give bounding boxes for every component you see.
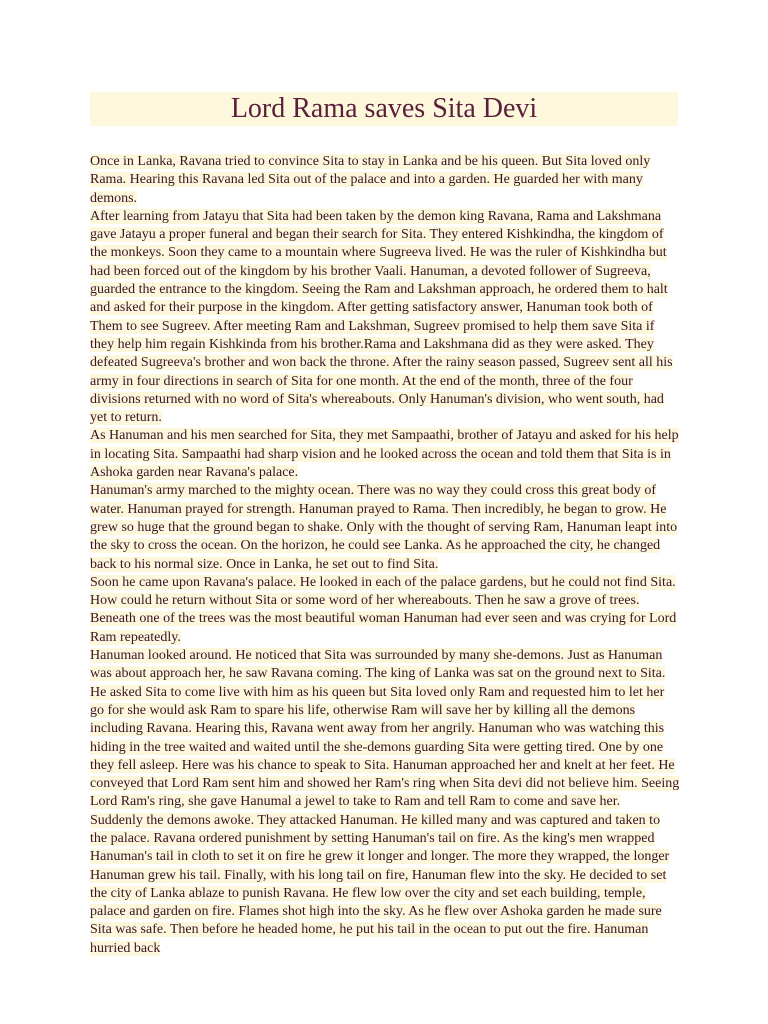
paragraph-text: Once in Lanka, Ravana tried to convince Sita to stay in Lanka and be his queen. But Sita loved only Rama. Hearing this Ravana led Sita out of the palace and into a garden. He guarded her with many demons.: [90, 154, 651, 206]
paragraph: [90, 208, 680, 428]
paragraph-text: Hanuman's army marched to the mighty ocean. There was no way they could cross this great body of water. Hanuman prayed for strength. Hanuman prayed to Rama. Then incredibly, he began to grow. He grew so huge that the ground began to shake. Only with the thought of serving Ram, Hanuman leapt into the sky to cross the ocean. On the horizon, he could see Lanka. As he approached the city, he changed back to his normal size. Once in Lanka, he set out to find Sita.: [90, 483, 678, 572]
paragraph-text: Soon he came upon Ravana's palace. He looked in each of the palace gardens, but he could not find Sita. How could he return without Sita or some word of her whereabouts. Then he saw a grove of trees. Beneath one of the trees was the most beautiful woman Hanuman had ever seen and was crying for Lord Ram repeatedly.: [90, 574, 677, 645]
paragraph: [90, 574, 680, 647]
paragraph-text: Suddenly the demons awoke. They attacked Hanuman. He killed many and was captured and taken to the palace. Ravana ordered punishment by setting Hanuman's tail on fire. As the king's men wrapped Hanuman's tail in cloth to set it on fire he grew it longer and longer. The more they wrapped, the longer Hanuman grew his tail. Finally, with his long tail on fire, Hanuman flew into the sky. He decided to set the city of Lanka ablaze to punish Ravana. He flew low over the city and set each building, temple, palace and garden on fire. Flames shot high into the sky. As he flew over Ashoka garden he made sure Sita was safe. Then before he headed home, he put his tail in the ocean to put out the fire. Hanuman hurried back: [90, 812, 670, 956]
paragraph: [90, 647, 680, 812]
paragraph: [90, 427, 680, 482]
paragraph: [90, 153, 680, 208]
paragraph-text: After learning from Jatayu that Sita had been taken by the demon king Ravana, Rama and Lakshmana gave Jatayu a proper funeral and began their search for Sita. They entered Kishkindha, the kingdom of the monkeys. Soon they came to a mountain where Sugreeva lived. He was the ruler of Kishkindha but had been forced out of the kingdom by his brother Vaali. Hanuman, a devoted follower of Sugreeva, guarded the entrance to the kingdom. Seeing the Ram and Lakshman approach, he ordered them to halt and asked for their purpose in the kingdom. After getting satisfactory answer, Hanuman took both of Them to see Sugreev. After meeting Ram and Lakshman, Sugreev promised to help them save Sita if they help him regain Kishkinda from his brother.Rama and Lakshmana did as they were asked. They defeated Sugreeva's brother and won back the throne. After the rainy season passed, Sugreev sent all his army in four directions in search of Sita for one month. At the end of the month, three of the four divisions returned with no word of Sita's whereabouts. Only Hanuman's division, who went south, had yet to return.: [90, 208, 673, 426]
paragraph: [90, 482, 680, 573]
document-body: [90, 153, 680, 958]
document-title: Lord Rama saves Sita Devi: [230, 93, 538, 124]
paragraph: [90, 812, 680, 958]
paragraph-text: As Hanuman and his men searched for Sita, they met Sampaathi, brother of Jatayu and asked for his help in locating Sita. Sampaathi had sharp vision and he looked across the ocean and told them that Sita is in Ashoka garden near Ravana's palace.: [90, 428, 679, 481]
paragraph-text: Hanuman looked around. He noticed that Sita was surrounded by many she-demons. Just as Hanuman was about approach her, he saw Ravana coming. The king of Lanka was sat on the ground next to Sita. He asked Sita to come live with him as his queen but Sita loved only Ram and requested him to let her go for she would ask Ram to spare his life, otherwise Ram will save her by killing all the demons including Ravana. Hearing this, Ravana went away from her angrily. Hanuman who was watching this hiding in the tree waited and waited until the she-demons guarding Sita were getting tired. One by one they fell asleep. Here was his chance to speak to Sita. Hanuman approached her and knelt at her feet. He conveyed that Lord Ram sent him and showed her Ram's ring when Sita devi did not believe him. Seeing Lord Ram's ring, she gave Hanumal a jewel to take to Ram and tell Ram to come and save her.: [90, 648, 680, 810]
